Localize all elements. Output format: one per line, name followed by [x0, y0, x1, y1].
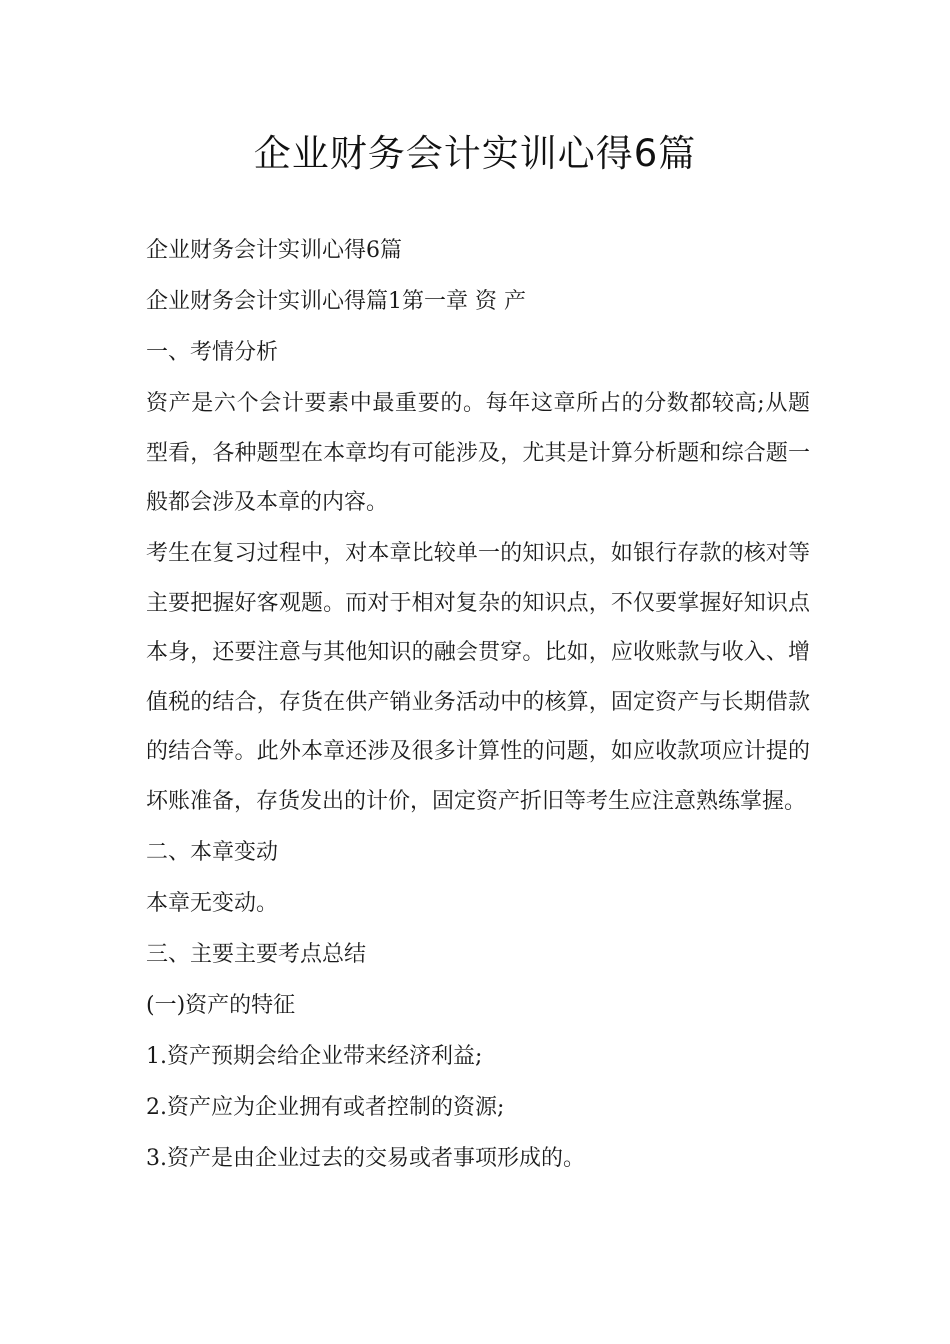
document-body [146, 226, 810, 1183]
section-heading-analysis: 一、考情分析 [146, 340, 279, 365]
list-item-feature-3: 3.资产是由企业过去的交易或者事项形成的。 [146, 1145, 585, 1171]
document-title: 企业财务会计实训心得6篇 [253, 132, 697, 175]
section-heading-key-points: 三、主要主要考点总结 [146, 941, 367, 967]
paragraph-analysis-1: 资产是六个会计要素中最重要的。每年这章所占的分数都较高;从题型看，各种题型在本章均有可能涉及，尤其是计算分析题和综合题一般都会涉及本章的内容。 [146, 391, 810, 515]
section-heading-changes: 二、本章变动 [146, 839, 279, 865]
paragraph-chapter-heading: 企业财务会计实训心得篇1第一章 资 产 [146, 289, 526, 314]
subsection-heading-asset-features: (一)资产的特征 [146, 992, 296, 1018]
paragraph-subtitle: 企业财务会计实训心得6篇 [146, 238, 402, 263]
list-item-feature-2: 2.资产应为企业拥有或者控制的资源; [146, 1094, 505, 1120]
paragraph-analysis-2: 考生在复习过程中，对本章比较单一的知识点，如银行存款的核对等主要把握好客观题。而对于相对复杂的知识点，不仅要掌握好知识点本身，还要注意与其他知识的融会贯穿。比如，应收账款与收入、增值税的结合，存货在供产销业务活动中的核算，固定资产与长期借款的结合等。此外本章还涉及很多计算性的问题，如应收款项应计提的坏账准备，存货发出的计价，固定资产折旧等考生应注意熟练掌握。 [146, 541, 810, 814]
list-item-feature-1: 1.资产预期会给企业带来经济利益; [146, 1043, 483, 1069]
paragraph-changes: 本章无变动。 [146, 890, 279, 916]
